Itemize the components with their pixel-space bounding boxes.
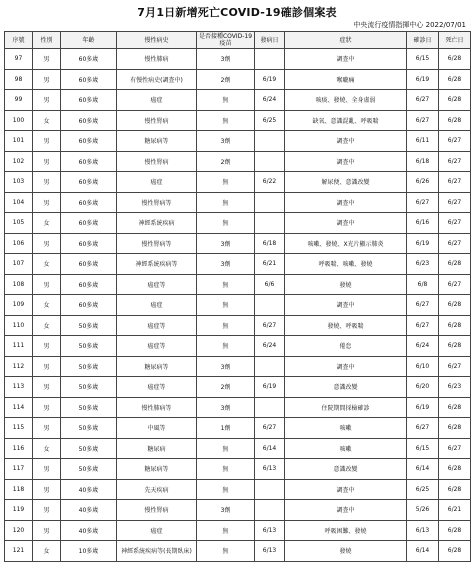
cell-case-no: 120 — [5, 520, 33, 541]
cell-death: 6/28 — [439, 397, 471, 418]
cell-age: 60多歲 — [61, 131, 117, 152]
cell-case-no: 116 — [5, 438, 33, 459]
cell-symptoms: 調查中 — [285, 356, 407, 377]
cell-case-no: 113 — [5, 377, 33, 398]
cell-sex: 男 — [33, 377, 61, 398]
cell-death: 6/21 — [439, 500, 471, 521]
table-row — [5, 295, 471, 316]
cell-symptoms: 倦怠 — [285, 336, 407, 357]
cell-death: 6/28 — [439, 479, 471, 500]
cell-sex: 男 — [33, 418, 61, 439]
cell-death: 6/28 — [439, 541, 471, 562]
cell-symptoms: 喉嚨痛 — [285, 69, 407, 90]
cell-age: 50多歲 — [61, 315, 117, 336]
cell-death: 6/27 — [439, 356, 471, 377]
cell-onset: 6/13 — [255, 459, 285, 480]
cell-vaccine: 無 — [197, 213, 255, 234]
cell-confirmed: 6/27 — [407, 295, 439, 316]
cell-case-no: 100 — [5, 110, 33, 131]
cell-history: 癌症等 — [117, 315, 197, 336]
cell-history: 先天疾病 — [117, 479, 197, 500]
cell-confirmed: 6/19 — [407, 69, 439, 90]
cell-vaccine: 3劑 — [197, 233, 255, 254]
cell-onset — [255, 479, 285, 500]
cell-sex: 男 — [33, 336, 61, 357]
cell-case-no: 110 — [5, 315, 33, 336]
cell-confirmed: 6/20 — [407, 377, 439, 398]
cell-confirmed: 5/26 — [407, 500, 439, 521]
cell-confirmed: 6/10 — [407, 356, 439, 377]
cell-vaccine: 3劑 — [197, 131, 255, 152]
cell-vaccine: 3劑 — [197, 397, 255, 418]
cell-case-no: 105 — [5, 213, 33, 234]
cell-death: 6/28 — [439, 520, 471, 541]
cell-age: 50多歲 — [61, 336, 117, 357]
cell-confirmed: 6/14 — [407, 459, 439, 480]
cell-case-no: 115 — [5, 418, 33, 439]
cell-vaccine: 無 — [197, 90, 255, 111]
table-row — [5, 397, 471, 418]
table-row — [5, 336, 471, 357]
cell-history: 慢性腎病等 — [117, 192, 197, 213]
cell-case-no: 103 — [5, 172, 33, 193]
cell-history: 神經系統疾病 — [117, 213, 197, 234]
cell-onset — [255, 151, 285, 172]
cell-onset: 6/19 — [255, 69, 285, 90]
cell-death: 6/27 — [439, 274, 471, 295]
cell-symptoms: 咳嗽 — [285, 418, 407, 439]
cell-age: 60多歲 — [61, 110, 117, 131]
cell-confirmed: 6/18 — [407, 151, 439, 172]
cell-history: 慢性腎病 — [117, 151, 197, 172]
cell-death: 6/28 — [439, 295, 471, 316]
table-row — [5, 131, 471, 152]
cell-symptoms: 發燒 — [285, 274, 407, 295]
cell-age: 60多歲 — [61, 295, 117, 316]
table-row — [5, 69, 471, 90]
cell-onset — [255, 356, 285, 377]
cell-sex: 女 — [33, 110, 61, 131]
cell-symptoms: 意識改變 — [285, 459, 407, 480]
cell-case-no: 102 — [5, 151, 33, 172]
cell-case-no: 97 — [5, 49, 33, 70]
table-row — [5, 213, 471, 234]
table-header-row — [5, 32, 471, 49]
table-row — [5, 541, 471, 562]
cell-confirmed: 6/8 — [407, 274, 439, 295]
header-confirmed: 確診日 — [407, 32, 439, 49]
cell-sex: 男 — [33, 500, 61, 521]
cell-vaccine: 無 — [197, 110, 255, 131]
cell-sex: 男 — [33, 90, 61, 111]
cell-confirmed: 6/15 — [407, 49, 439, 70]
cell-sex: 女 — [33, 254, 61, 275]
cell-confirmed: 6/27 — [407, 315, 439, 336]
cell-history: 癌症等 — [117, 377, 197, 398]
cell-death: 6/27 — [439, 192, 471, 213]
cell-age: 60多歲 — [61, 151, 117, 172]
cell-death: 6/28 — [439, 459, 471, 480]
cell-symptoms: 調查中 — [285, 213, 407, 234]
cell-case-no: 106 — [5, 233, 33, 254]
cell-case-no: 109 — [5, 295, 33, 316]
cell-history: 糖尿病等 — [117, 459, 197, 480]
cell-sex: 女 — [33, 213, 61, 234]
cell-case-no: 104 — [5, 192, 33, 213]
cell-case-no: 112 — [5, 356, 33, 377]
cell-age: 40多歲 — [61, 520, 117, 541]
cell-death: 6/27 — [439, 233, 471, 254]
cell-age: 50多歲 — [61, 418, 117, 439]
cell-symptoms: 調查中 — [285, 500, 407, 521]
table-row — [5, 479, 471, 500]
cell-age: 60多歲 — [61, 69, 117, 90]
cell-death: 6/28 — [439, 315, 471, 336]
cell-symptoms: 發燒 — [285, 541, 407, 562]
cell-death: 6/27 — [439, 151, 471, 172]
table-row — [5, 520, 471, 541]
cell-vaccine: 無 — [197, 438, 255, 459]
cell-symptoms: 呼吸困難、發燒 — [285, 520, 407, 541]
cell-vaccine: 3劑 — [197, 500, 255, 521]
table-row — [5, 315, 471, 336]
cell-confirmed: 6/16 — [407, 213, 439, 234]
cell-symptoms: 住院期間採檢確診 — [285, 397, 407, 418]
cell-sex: 男 — [33, 459, 61, 480]
cell-sex: 男 — [33, 520, 61, 541]
cell-death: 6/28 — [439, 254, 471, 275]
cell-symptoms: 咳痰、發燒、全身虛弱 — [285, 90, 407, 111]
cell-death: 6/27 — [439, 438, 471, 459]
cell-vaccine: 3劑 — [197, 49, 255, 70]
table-row — [5, 418, 471, 439]
table-row — [5, 356, 471, 377]
header-age: 年齡 — [61, 32, 117, 49]
cell-onset: 6/13 — [255, 520, 285, 541]
cell-symptoms: 呼吸喘、咳嗽、發燒 — [285, 254, 407, 275]
cell-onset: 6/18 — [255, 233, 285, 254]
cell-vaccine: 無 — [197, 172, 255, 193]
cell-age: 50多歲 — [61, 438, 117, 459]
cell-history: 癌症 — [117, 90, 197, 111]
cell-symptoms: 調查中 — [285, 151, 407, 172]
cell-vaccine: 無 — [197, 520, 255, 541]
cell-case-no: 117 — [5, 459, 33, 480]
cell-sex: 男 — [33, 151, 61, 172]
cell-sex: 男 — [33, 233, 61, 254]
cell-age: 50多歲 — [61, 397, 117, 418]
cell-history: 癌症 — [117, 295, 197, 316]
cell-age: 60多歲 — [61, 274, 117, 295]
cell-death: 6/27 — [439, 131, 471, 152]
cell-history: 糖尿病等 — [117, 131, 197, 152]
cell-symptoms: 調查中 — [285, 131, 407, 152]
death-case-table — [4, 31, 471, 562]
cell-onset: 6/27 — [255, 315, 285, 336]
cell-vaccine: 無 — [197, 479, 255, 500]
cell-death: 6/28 — [439, 110, 471, 131]
cell-death: 6/27 — [439, 213, 471, 234]
cell-age: 60多歲 — [61, 192, 117, 213]
cell-history: 中風等 — [117, 418, 197, 439]
cell-case-no: 98 — [5, 69, 33, 90]
cell-onset: 6/24 — [255, 90, 285, 111]
table-row — [5, 274, 471, 295]
header-sex: 性別 — [33, 32, 61, 49]
header-case-no: 序號 — [5, 32, 33, 49]
table-row — [5, 438, 471, 459]
cell-death: 6/28 — [439, 49, 471, 70]
cell-age: 60多歲 — [61, 254, 117, 275]
header-history: 慢性病史 — [117, 32, 197, 49]
cell-case-no: 119 — [5, 500, 33, 521]
cell-age: 50多歲 — [61, 356, 117, 377]
source-note: 中央流行疫情指揮中心 2022/07/01 — [353, 21, 466, 29]
cell-vaccine: 無 — [197, 315, 255, 336]
cell-age: 40多歲 — [61, 500, 117, 521]
cell-sex: 男 — [33, 49, 61, 70]
table-row — [5, 172, 471, 193]
cell-confirmed: 6/23 — [407, 254, 439, 275]
table-row — [5, 110, 471, 131]
cell-onset: 6/24 — [255, 336, 285, 357]
cell-sex: 男 — [33, 397, 61, 418]
table-row — [5, 192, 471, 213]
cell-onset — [255, 131, 285, 152]
cell-onset — [255, 49, 285, 70]
cell-history: 神經系統疾病等(長期臥床) — [117, 541, 197, 562]
cell-confirmed: 6/15 — [407, 438, 439, 459]
cell-onset: 6/27 — [255, 418, 285, 439]
cell-case-no: 99 — [5, 90, 33, 111]
cell-case-no: 121 — [5, 541, 33, 562]
cell-confirmed: 6/11 — [407, 131, 439, 152]
cell-onset: 6/19 — [255, 377, 285, 398]
cell-symptoms: 調查中 — [285, 49, 407, 70]
cell-vaccine: 2劑 — [197, 377, 255, 398]
cell-death: 6/28 — [439, 336, 471, 357]
cell-case-no: 108 — [5, 274, 33, 295]
page-title: 7月1日新增死亡COVID-19確診個案表 — [137, 6, 337, 19]
table-row — [5, 151, 471, 172]
cell-history: 癌症 — [117, 520, 197, 541]
cell-sex: 男 — [33, 356, 61, 377]
header-vaccine: 是否接種COVID-19疫苗 — [197, 32, 255, 49]
cell-history: 慢性肺病等 — [117, 397, 197, 418]
cell-age: 60多歲 — [61, 172, 117, 193]
cell-history: 慢性肺病 — [117, 49, 197, 70]
cell-sex: 男 — [33, 479, 61, 500]
cell-symptoms: 發燒、呼吸喘 — [285, 315, 407, 336]
cell-history: 神經系統疾病等 — [117, 254, 197, 275]
cell-symptoms: 解尿便、意識改變 — [285, 172, 407, 193]
cell-onset: 6/13 — [255, 541, 285, 562]
cell-onset — [255, 295, 285, 316]
cell-age: 60多歲 — [61, 213, 117, 234]
cell-confirmed: 6/27 — [407, 192, 439, 213]
cell-history: 慢性腎病 — [117, 110, 197, 131]
cell-history: 糖尿病等 — [117, 356, 197, 377]
table-row — [5, 500, 471, 521]
cell-case-no: 111 — [5, 336, 33, 357]
cell-confirmed: 6/27 — [407, 418, 439, 439]
header-death: 死亡日 — [439, 32, 471, 49]
cell-vaccine: 2劑 — [197, 69, 255, 90]
cell-vaccine: 2劑 — [197, 151, 255, 172]
cell-history: 癌症 — [117, 172, 197, 193]
cell-sex: 男 — [33, 172, 61, 193]
table-row — [5, 90, 471, 111]
cell-confirmed: 6/19 — [407, 397, 439, 418]
cell-death: 6/23 — [439, 377, 471, 398]
table-row — [5, 49, 471, 70]
table-row — [5, 459, 471, 480]
cell-sex: 女 — [33, 315, 61, 336]
cell-onset — [255, 397, 285, 418]
cell-sex: 女 — [33, 541, 61, 562]
table-row — [5, 377, 471, 398]
cell-history: 慢性腎病 — [117, 500, 197, 521]
cell-confirmed: 6/24 — [407, 336, 439, 357]
cell-symptoms: 調查中 — [285, 192, 407, 213]
cell-vaccine: 無 — [197, 192, 255, 213]
cell-death: 6/27 — [439, 172, 471, 193]
cell-sex: 男 — [33, 192, 61, 213]
cell-death: 6/28 — [439, 418, 471, 439]
cell-case-no: 107 — [5, 254, 33, 275]
cell-symptoms: 咳嗽、發燒、X光片顯示肺炎 — [285, 233, 407, 254]
cell-sex: 男 — [33, 131, 61, 152]
cell-vaccine: 無 — [197, 274, 255, 295]
cell-onset: 6/22 — [255, 172, 285, 193]
cell-onset: 6/25 — [255, 110, 285, 131]
cell-confirmed: 6/27 — [407, 110, 439, 131]
cell-onset — [255, 500, 285, 521]
cell-history: 有慢性病史(調查中) — [117, 69, 197, 90]
cell-vaccine: 3劑 — [197, 254, 255, 275]
cell-confirmed: 6/14 — [407, 541, 439, 562]
cell-confirmed: 6/26 — [407, 172, 439, 193]
cell-symptoms: 意識改變 — [285, 377, 407, 398]
cell-sex: 女 — [33, 295, 61, 316]
cell-onset — [255, 213, 285, 234]
cell-confirmed: 6/19 — [407, 233, 439, 254]
header-onset: 發病日 — [255, 32, 285, 49]
cell-symptoms: 調查中 — [285, 295, 407, 316]
cell-sex: 女 — [33, 438, 61, 459]
cell-case-no: 118 — [5, 479, 33, 500]
cell-age: 60多歲 — [61, 233, 117, 254]
cell-onset: 6/21 — [255, 254, 285, 275]
cell-sex: 男 — [33, 69, 61, 90]
cell-symptoms: 咳嗽 — [285, 438, 407, 459]
cell-symptoms: 缺氧、意識混亂、呼吸喘 — [285, 110, 407, 131]
cell-confirmed: 6/13 — [407, 520, 439, 541]
cell-vaccine: 無 — [197, 541, 255, 562]
table-row — [5, 254, 471, 275]
cell-history: 癌症等 — [117, 336, 197, 357]
cell-case-no: 101 — [5, 131, 33, 152]
cell-vaccine: 無 — [197, 336, 255, 357]
cell-history: 慢性腎病等 — [117, 233, 197, 254]
cell-age: 50多歲 — [61, 377, 117, 398]
cell-sex: 男 — [33, 274, 61, 295]
cell-symptoms: 調查中 — [285, 479, 407, 500]
table-row — [5, 233, 471, 254]
cell-onset — [255, 192, 285, 213]
header-symptoms: 症狀 — [285, 32, 407, 49]
cell-history: 糖尿病 — [117, 438, 197, 459]
cell-age: 10多歲 — [61, 541, 117, 562]
cell-case-no: 114 — [5, 397, 33, 418]
cell-onset: 6/6 — [255, 274, 285, 295]
cell-age: 50多歲 — [61, 459, 117, 480]
cell-death: 6/28 — [439, 69, 471, 90]
cell-vaccine: 無 — [197, 295, 255, 316]
cell-death: 6/28 — [439, 90, 471, 111]
cell-age: 40多歲 — [61, 479, 117, 500]
cell-onset: 6/14 — [255, 438, 285, 459]
cell-vaccine: 1劑 — [197, 418, 255, 439]
cell-vaccine: 3劑 — [197, 356, 255, 377]
cell-vaccine: 無 — [197, 459, 255, 480]
cell-age: 60多歲 — [61, 49, 117, 70]
cell-age: 60多歲 — [61, 90, 117, 111]
cell-confirmed: 6/25 — [407, 479, 439, 500]
cell-confirmed: 6/27 — [407, 90, 439, 111]
cell-history: 癌症等 — [117, 274, 197, 295]
